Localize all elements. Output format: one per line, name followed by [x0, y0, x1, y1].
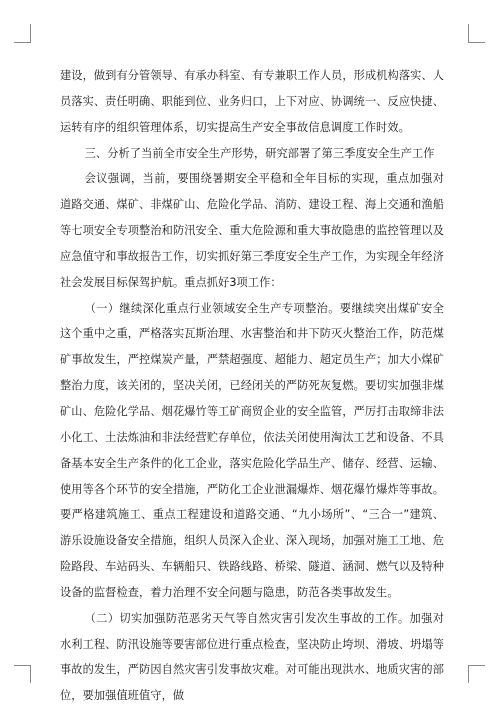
crop-mark-top-right: [468, 42, 485, 43]
paragraph-item-one: （一）继续深化重点行业领域安全生产专项整治。要继续突出煤矿安全这个重中之重，严格落实瓦斯治理、水害整治和井下防灭火整治工作，防范煤矿事故发生，严控煤炭产量，严禁超强度、超能力、超定员生产；加大小煤矿整治力度，该关闭的，坚决关闭，已经闭关的严防死灰复燃。要切实加强非煤矿山、危险化学品、烟花爆竹等工矿商贸企业的安全监管，严厉打击取缔非法小化工、土法炼油和非法经营贮存单位，依法关闭使用淘汰工艺和设备、不具备基本安全生产条件的化工企业，落实危险化学品生产、储存、经营、运输、使用等各个环节的安全措施，严防化工企业泄漏爆炸、烟花爆竹爆炸等事故。要严格建筑施工、重点工程建设和道路交通、“九小场所”、“三合一”建筑、游乐设施设备安全措施，组织人员深入企业、深入现场，加强对施工工地、危险路段、车站码头、车辆船只、铁路线路、桥梁、隧道、涵洞、燃气以及特种设备的监督检查，着力治理不安全问题与隐患，防范各类事故发生。: [60, 301, 444, 599]
crop-mark-bottom-left: [14, 665, 31, 666]
paragraph-meeting-emphasis: 会议强调，当前，要围绕暑期安全平稳和全年目标的实现，重点加强对道路交通、煤矿、非煤矿山、危险化学品、消防、建设工程、海上交通和渔船等七项安全专项整治和防汛安全、重大危险源和重大事故隐患的监控管理以及应急值守和事故报告工作，切实抓好第三季度安全生产工作，为实现全年经济社会发展目标保驾护航。重点抓好3项工作：: [60, 172, 444, 289]
crop-mark-bottom-right: [468, 665, 485, 666]
crop-mark-bottom-left: [30, 665, 31, 683]
crop-mark-top-left: [30, 24, 31, 42]
section-heading-three: 三、分析了当前全市安全生产形势，研究部署了第三季度安全生产工作: [84, 146, 435, 160]
crop-mark-bottom-right: [468, 665, 469, 683]
crop-mark-top-left: [14, 42, 31, 43]
paragraph-item-two: （二）切实加强防范恶劣天气等自然灾害引发次生事故的工作。加强对水利工程、防汛设施等要害部位进行重点检查，坚决防止垮坝、滑坡、坍塌等事故的发生，严防因自然灾害引发事故灾难。对可能出现洪水、地质灾害的部位，要加强值班值守，做: [60, 611, 444, 703]
paragraph-continuation: 建设，做到有分管领导、有承办科室、有专兼职工作人员，形成机构落实、人员落实、责任明确、职能到位、业务归口，上下对应、协调统一、反应快捷、运转有序的组织管理体系，切实提高生产安全事故信息调度工作时效。: [60, 69, 444, 134]
document-body: [60, 63, 444, 709]
crop-mark-top-right: [468, 24, 469, 42]
